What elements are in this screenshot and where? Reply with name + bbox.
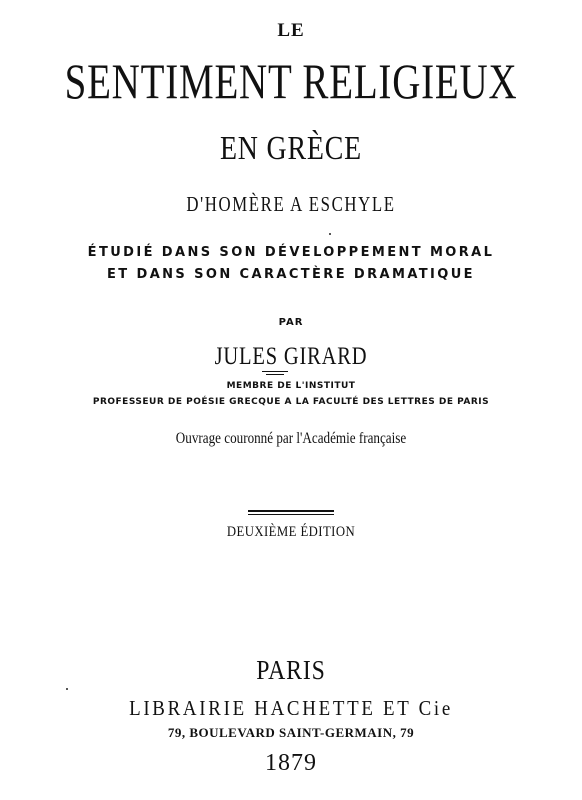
publisher-address: 79, BOULEVARD SAINT-GERMAIN, 79	[167, 725, 415, 740]
award-line: Ouvrage couronné par l'Académie française	[175, 430, 407, 447]
print-speck	[66, 688, 68, 690]
edition-label: DEUXIÈME ÉDITION	[226, 524, 356, 540]
divider-rule-thick	[248, 510, 334, 512]
publisher-name: LIBRAIRIE HACHETTE ET Cie	[129, 696, 453, 720]
author-role-member: MEMBRE DE L'INSTITUT	[226, 381, 356, 391]
study-line-1: ÉTUDIÉ DANS SON DÉVELOPPEMENT MORAL	[87, 245, 495, 260]
book-period: D'HOMÈRE A ESCHYLE	[186, 192, 396, 216]
divider-rule-thin	[248, 514, 334, 515]
publication-year: 1879	[265, 750, 317, 776]
author-underline-short	[266, 374, 284, 375]
author-role-professor: PROFESSEUR DE POÉSIE GRECQUE A LA FACULTÉ DES LETTRES DE PARIS	[92, 397, 490, 407]
study-line-2: ET DANS SON CARACTÈRE DRAMATIQUE	[107, 267, 475, 282]
book-subtitle: EN GRÈCE	[219, 130, 363, 167]
publication-city: PARIS	[256, 655, 326, 685]
book-title: SENTIMENT RELIGIEUX	[64, 53, 518, 109]
title-article: LE	[277, 20, 305, 41]
print-speck	[329, 233, 331, 235]
by-label: PAR	[278, 317, 304, 328]
author-name: JULES GIRARD	[214, 343, 368, 370]
author-underline	[262, 371, 288, 372]
